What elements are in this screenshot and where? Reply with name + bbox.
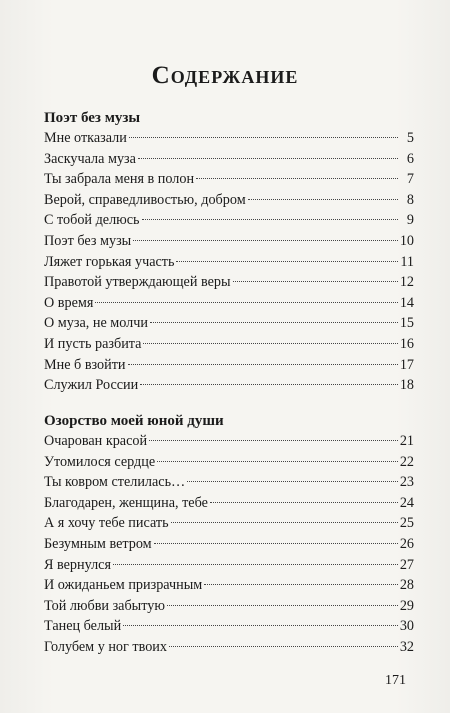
- dot-leader: [248, 198, 398, 200]
- entry-page-number: 23: [399, 474, 414, 491]
- page-title: Содержание: [151, 62, 299, 89]
- toc-entry: [44, 128, 414, 149]
- entry-title: И пусть разбита: [44, 335, 142, 352]
- entry-title: Я вернулся: [44, 556, 111, 573]
- dot-leader: [150, 321, 398, 323]
- entry-title: Правотой утверждающей веры: [44, 274, 231, 291]
- dot-leader: [142, 218, 398, 220]
- toc-entry: [44, 252, 414, 273]
- dot-leader: [149, 439, 398, 441]
- entry-page-number: 32: [399, 638, 414, 655]
- toc-entry: [44, 575, 414, 596]
- toc-entry: [44, 293, 414, 314]
- entry-title: Ты ковром стелилась…: [44, 474, 186, 491]
- section-title: Озорство моей юной души: [44, 413, 224, 429]
- section-title: Поэт без музы: [44, 110, 141, 126]
- dot-leader: [140, 383, 398, 385]
- dot-leader: [157, 460, 398, 462]
- entry-page-number: 18: [399, 377, 414, 394]
- entry-page-number: 6: [406, 150, 414, 167]
- toc-entry: [44, 452, 414, 473]
- entry-title: И ожиданьем призрачным: [44, 577, 203, 594]
- dot-leader: [123, 624, 398, 626]
- entry-title: Голубем у ног твоих: [44, 638, 167, 655]
- entry-page-number: 29: [399, 597, 414, 614]
- entry-title: Утомилося сердце: [44, 453, 156, 470]
- entry-title: О муза, не молчи: [44, 315, 148, 332]
- dot-leader: [154, 542, 398, 544]
- dot-leader: [210, 501, 398, 503]
- toc-entry: [44, 272, 414, 293]
- entry-title: Очарован красой: [44, 433, 148, 449]
- toc-entry: [44, 210, 414, 231]
- toc-entry: [44, 375, 414, 396]
- dot-leader: [138, 157, 398, 159]
- entry-title: Поэт без музы: [44, 232, 132, 249]
- toc-entry: [44, 534, 414, 555]
- toc-entry: [44, 493, 414, 514]
- dot-leader: [233, 280, 398, 282]
- entry-page-number: 12: [399, 274, 414, 291]
- page-number: 171: [385, 673, 406, 688]
- entry-list: [44, 128, 414, 396]
- toc-entry: [44, 313, 414, 334]
- dot-leader: [133, 239, 398, 241]
- entry-page-number: 8: [406, 191, 414, 208]
- entry-title: Ты забрала меня в полон: [44, 171, 195, 188]
- entry-page-number: 24: [399, 494, 414, 511]
- toc-entry: [44, 616, 414, 637]
- entry-title: Той любви забытую: [44, 597, 165, 614]
- dot-leader: [167, 604, 398, 606]
- entry-page-number: 10: [399, 232, 414, 249]
- entry-title: Мне отказали: [44, 130, 127, 146]
- toc-entry: [44, 355, 414, 376]
- entry-page-number: 26: [399, 535, 414, 552]
- toc-entry: [44, 472, 414, 493]
- entry-page-number: 7: [406, 171, 414, 188]
- dot-leader: [171, 521, 398, 523]
- entry-title: Танец белый: [44, 618, 122, 635]
- dot-leader: [176, 260, 398, 262]
- entry-page-number: 27: [399, 556, 414, 573]
- entry-title: Мне б взойти: [44, 356, 126, 373]
- entry-page-number: 30: [399, 618, 414, 635]
- entry-title: Служил России: [44, 377, 139, 394]
- toc-entry: [44, 334, 414, 355]
- toc-entry: [44, 596, 414, 617]
- dot-leader: [187, 480, 398, 482]
- toc-section-1: [44, 108, 414, 396]
- entry-page-number: 22: [399, 453, 414, 470]
- entry-title: Ляжет горькая участь: [44, 253, 175, 270]
- toc-entry: [44, 231, 414, 252]
- entry-page-number: 16: [399, 335, 414, 352]
- dot-leader: [196, 177, 398, 179]
- entry-page-number: 11: [400, 253, 414, 270]
- dot-leader: [129, 136, 398, 138]
- entry-page-number: 5: [406, 130, 414, 146]
- toc-entry: [44, 190, 414, 211]
- entry-page-number: 21: [399, 433, 414, 449]
- toc-entry: [44, 149, 414, 170]
- toc-entry: [44, 513, 414, 534]
- entry-list: [44, 431, 414, 658]
- entry-page-number: 9: [406, 212, 414, 229]
- entry-title: С тобой делюсь: [44, 212, 140, 229]
- entry-title: Благодарен, женщина, тебе: [44, 494, 208, 511]
- dot-leader: [95, 301, 397, 303]
- entry-title: Верой, справедливостью, добром: [44, 191, 246, 208]
- toc-section-2: [44, 411, 414, 658]
- entry-page-number: 14: [399, 294, 414, 311]
- toc-entry: [44, 555, 414, 576]
- dot-leader: [143, 342, 397, 344]
- dot-leader: [128, 363, 398, 365]
- toc-entry: [44, 169, 414, 190]
- entry-page-number: 17: [399, 356, 414, 373]
- entry-title: Заскучала муза: [44, 150, 136, 167]
- dot-leader: [113, 563, 398, 565]
- entry-title: А я хочу тебе писать: [44, 515, 169, 532]
- toc-entry: [44, 637, 414, 658]
- toc-entry: [44, 431, 414, 452]
- entry-title: Безумным ветром: [44, 535, 152, 552]
- entry-page-number: 15: [399, 315, 414, 332]
- entry-title: О время: [44, 294, 94, 311]
- entry-page-number: 25: [399, 515, 414, 532]
- entry-page-number: 28: [399, 577, 414, 594]
- dot-leader: [169, 645, 398, 647]
- dot-leader: [204, 583, 398, 585]
